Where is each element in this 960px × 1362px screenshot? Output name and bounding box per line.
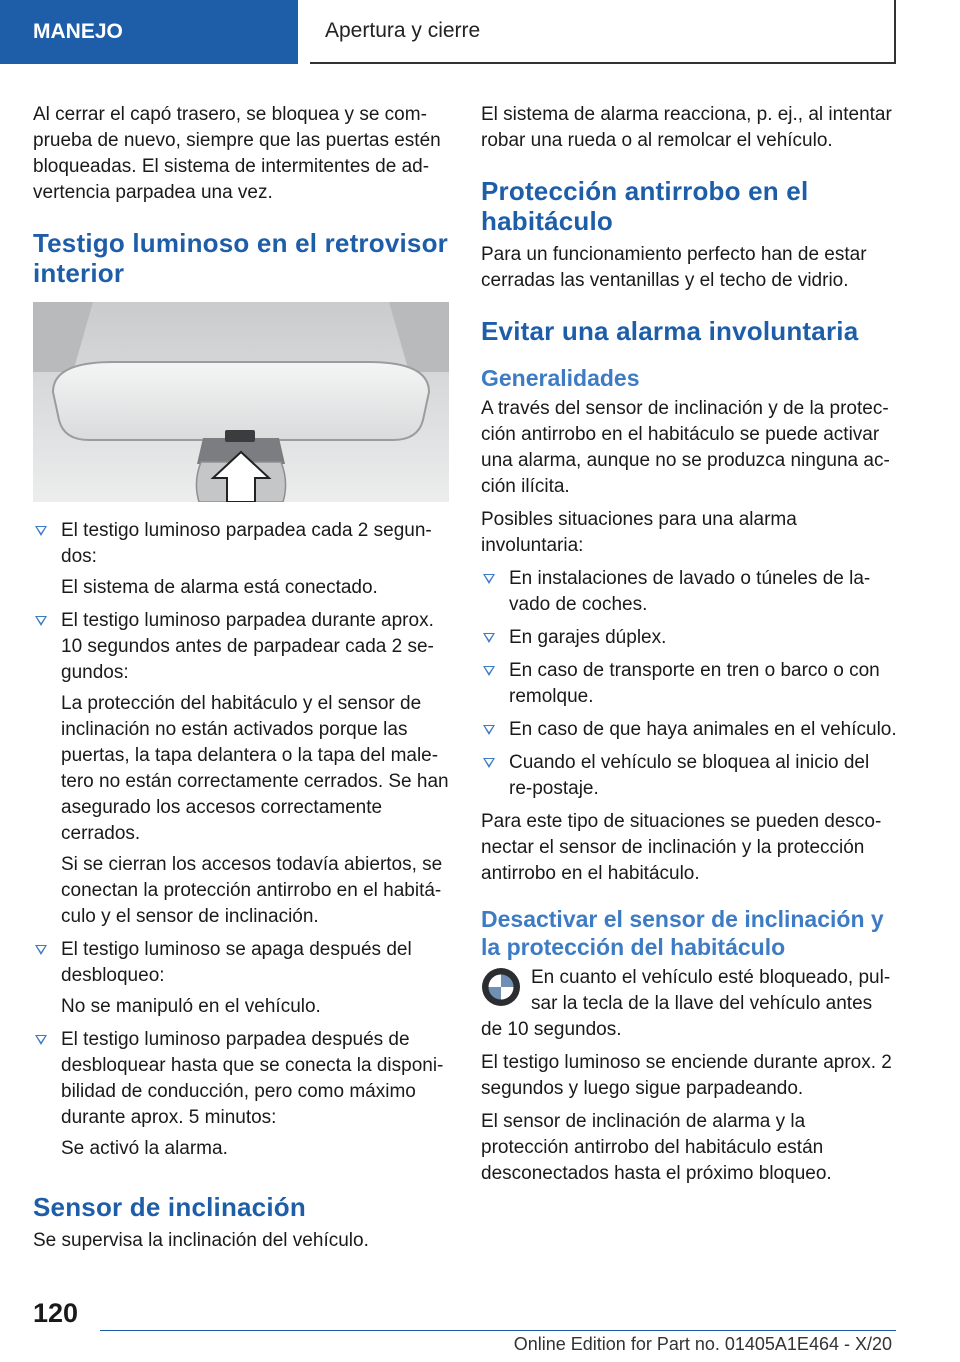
- heading-sensor: Sensor de inclinación: [33, 1192, 306, 1222]
- triangle-bullet-icon: [483, 725, 495, 735]
- list-item: [33, 937, 449, 1020]
- bullet-lead: El testigo luminoso parpadea después de desbloquear hasta que se conecta la disponi-bilidad de conducción, pero como máximo durante aprox. 5 minutos:: [61, 1029, 444, 1128]
- encendido-paragraph: El testigo luminoso se enciende durante aprox. 2 segundos y luego sigue parpadeando.: [481, 1052, 892, 1099]
- situacion-text: En caso de que haya animales en el vehículo.: [509, 719, 897, 740]
- testigo-bullet-list: [33, 518, 449, 1162]
- heading-proteccion: Protección antirrobo en el habitáculo: [481, 176, 809, 236]
- heading-generalidades: Generalidades: [481, 365, 640, 391]
- list-item: [481, 625, 897, 651]
- bullet-detail: Se activó la alarma.: [61, 1138, 228, 1159]
- list-item: [33, 518, 449, 601]
- situacion-text: Cuando el vehículo se bloquea al inicio del re-postaje.: [509, 752, 870, 799]
- header-section-label: MANEJO: [33, 20, 123, 43]
- footer-divider: [100, 1330, 896, 1331]
- proteccion-paragraph: Para un funcionamiento perfecto han de estar cerradas las ventanillas y el techo de vidrio.: [481, 244, 867, 291]
- header-chapter-label: Apertura y cierre: [325, 19, 481, 42]
- bmw-key-button-icon: [481, 967, 521, 1007]
- heading-desactivar: Desactivar el sensor de inclinación y la protección del habitáculo: [481, 906, 884, 960]
- bullet-detail: La protección del habitáculo y el sensor de inclinación no están activados porque las puertas, la tapa delantera o la tapa del male-tero no están correctamente cerrados. Se han asegurado los accesos correctamente cerrados.: [61, 693, 449, 844]
- list-item: [33, 1027, 449, 1162]
- footer-edition: Online Edition for Part no. 01405A1E464 - X/20: [513, 1334, 892, 1354]
- list-item: [481, 717, 897, 743]
- situacion-text: En caso de transporte en tren o barco o con remolque.: [509, 660, 880, 707]
- triangle-bullet-icon: [35, 616, 47, 626]
- triangle-bullet-icon: [483, 758, 495, 768]
- right-column: [481, 102, 897, 1194]
- header-chapter-box: [310, 0, 896, 64]
- situaciones-list: [481, 566, 897, 802]
- list-item: [33, 608, 449, 930]
- triangle-bullet-icon: [35, 526, 47, 536]
- bullet-lead: El testigo luminoso parpadea cada 2 segun-dos:: [61, 520, 432, 567]
- list-item: [481, 566, 897, 618]
- sensor-paragraph: Se supervisa la inclinación del vehículo.: [33, 1230, 369, 1251]
- left-column: [33, 102, 449, 1261]
- heading-testigo: Testigo luminoso en el retrovisor interior: [33, 228, 448, 288]
- page-number: 120: [33, 1298, 79, 1328]
- generalidades-paragraph: A través del sensor de inclinación y de la protec-ción antirrobo en el habitáculo se puede activar una alarma, aunque no se produzca ninguna ac-ción ilícita.: [481, 398, 890, 497]
- bullet-detail: El sistema de alarma está conectado.: [61, 577, 378, 598]
- situacion-text: En instalaciones de lavado o túneles de la-vado de coches.: [509, 568, 871, 615]
- triangle-bullet-icon: [483, 633, 495, 643]
- triangle-bullet-icon: [35, 1035, 47, 1045]
- bullet-detail: No se manipuló en el vehículo.: [61, 996, 321, 1017]
- triangle-bullet-icon: [483, 574, 495, 584]
- bullet-lead: El testigo luminoso parpadea durante aprox. 10 segundos antes de parpadear cada 2 se-gundos:: [61, 610, 434, 683]
- situacion-text: En garajes dúplex.: [509, 627, 667, 648]
- header-section-tab: [0, 0, 298, 64]
- alarm-intro-paragraph: El sistema de alarma reacciona, p. ej., al intentar robar una rueda o al remolcar el vehículo.: [481, 104, 892, 151]
- list-item: [481, 750, 897, 802]
- desactivar-paragraph: En cuanto el vehículo esté bloqueado, pul-sar la tecla de la llave del vehículo antes de 10 segundos.: [481, 967, 891, 1040]
- triangle-bullet-icon: [483, 666, 495, 676]
- bmw-key-instruction: [481, 965, 897, 1043]
- rearview-mirror-figure: [33, 302, 449, 502]
- heading-evitar: Evitar una alarma involuntaria: [481, 316, 859, 346]
- situaciones-intro: Posibles situaciones para una alarma involuntaria:: [481, 509, 797, 556]
- final-paragraph: El sensor de inclinación de alarma y la protección antirrobo del habitáculo están desconectados hasta el próximo bloqueo.: [481, 1111, 832, 1184]
- bullet-lead: El testigo luminoso se apaga después del desbloqueo:: [61, 939, 412, 986]
- triangle-bullet-icon: [35, 945, 47, 955]
- intro-paragraph: Al cerrar el capó trasero, se bloquea y se com-prueba de nuevo, siempre que las puertas estén bloqueadas. El sistema de intermitentes de ad-vertencia parpadea una vez.: [33, 104, 441, 203]
- bullet-detail: Si se cierran los accesos todavía abiertos, se conectan la protección antirrobo en el habitá-culo y el sensor de inclinación.: [61, 854, 443, 927]
- desconectar-paragraph: Para este tipo de situaciones se pueden desco-nectar el sensor de inclinación y la protección antirrobo en el habitáculo.: [481, 811, 882, 884]
- list-item: [481, 658, 897, 710]
